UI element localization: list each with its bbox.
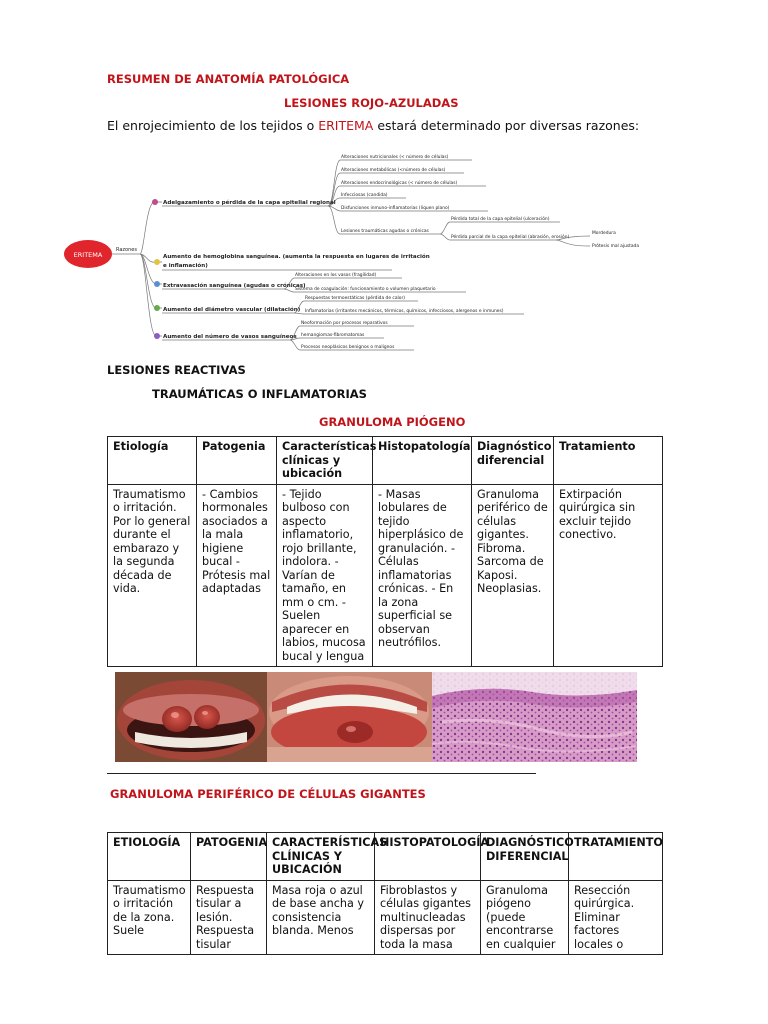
table-cell: - Cambios hormonales asociados a la mala higiene bucal -Prótesis mal adaptadas	[197, 484, 277, 667]
table-cell: Granuloma periférico de células gigantes. Fibroma. Sarcoma de Kaposi. Neoplasias.	[472, 484, 554, 667]
leaf-label: hemangiomas-fibromatomas	[301, 333, 365, 338]
intro-highlight: ERITEMA	[318, 118, 374, 133]
table-cell: Traumatismo o irritación de la zona. Suele	[108, 880, 191, 955]
table-header-cell: Histopatología	[373, 437, 472, 485]
leaf-label: Pérdida total de la capa epitelial (ulceración)	[451, 217, 550, 222]
leaf-label: Sistema de coagulación: funcionamiento o volumen plaquetario	[295, 287, 436, 292]
leaf-label: Respuestas termoestáticas (pérdida de calor)	[305, 296, 405, 301]
leaf-label: Disfunciones inmuno-inflamatorias (liquen plano)	[341, 206, 450, 211]
leaf-label: Prótesis mal ajustada	[592, 244, 640, 249]
branch-3-dot	[154, 281, 160, 287]
table-cell: Resección quirúrgica. Eliminar factores locales o	[569, 880, 663, 955]
granuloma-periferico-table	[107, 832, 663, 955]
leaf-label: Alteraciones nutricionales (< número de células)	[341, 155, 449, 160]
root-node-label: ERITEMA	[73, 251, 103, 259]
intro-text-after: estará determinado por diversas razones:	[373, 118, 640, 133]
branch-5-label: Aumento del número de vasos sanguíneos	[163, 334, 297, 340]
traumatic-subheading: TRAUMÁTICAS O INFLAMATORIAS	[152, 387, 367, 401]
table-header-cell: CARACTERÍSTICAS CLÍNICAS Y UBICACIÓN	[267, 833, 375, 881]
leaf-label: Infecciosas (candida)	[341, 193, 388, 198]
table-2-title: GRANULOMA PERIFÉRICO DE CÉLULAS GIGANTES	[110, 787, 426, 801]
reactive-lesions-heading: LESIONES REACTIVAS	[107, 363, 246, 377]
document-title: RESUMEN DE ANATOMÍA PATOLÓGICA	[107, 72, 350, 86]
eritema-mind-map	[62, 150, 640, 360]
branch-4-dot	[154, 305, 160, 311]
leaf-label: Alteraciones metabólicas (<número de células)	[341, 168, 446, 173]
table-header-cell: DIAGNÓSTICO DIFERENCIAL	[481, 833, 569, 881]
table-row	[108, 484, 663, 667]
branch-2-label-line-1: Aumento de hemoglobina sanguínea. (aumenta la respuesta en lugares de irritación	[163, 254, 430, 260]
horizontal-divider	[107, 773, 536, 774]
branch-1-label: Adelgazamiento o pérdida de la capa epitelial regional	[163, 200, 336, 206]
leaf-label: Pérdida parcial de la capa epitelial (abrasión, erosión)	[451, 235, 570, 240]
branch-2-label-line-2: e inflamación)	[163, 263, 208, 269]
leaf-label: Neoformación por procesos reparativos	[301, 321, 388, 326]
intro-paragraph	[107, 118, 639, 133]
histology-micrograph	[432, 672, 637, 762]
table-cell: - Tejido bulboso con aspecto inflamatorio, rojo brillante, indolora. -Varían de tamaño, en mm o cm. - Suelen aparecer en labios, mucosa bucal y lengua	[277, 484, 373, 667]
branch-4-label: Aumento del diámetro vascular (dilatación)	[163, 307, 301, 313]
branch-3-label: Extravasación sanguínea (agudas o crónicas)	[163, 283, 306, 289]
clinical-photo-lip	[267, 672, 432, 762]
table-header-cell: Etiología	[108, 437, 197, 485]
branch-2-dot	[154, 259, 160, 265]
table-cell: Granuloma piógeno (puede encontrarse en cualquier	[481, 880, 569, 955]
table-1-title: GRANULOMA PIÓGENO	[319, 415, 466, 429]
table-cell: Respuesta tisular a lesión. Respuesta tisular	[191, 880, 267, 955]
branch-1-dot	[152, 199, 158, 205]
leaf-label: Alteraciones en los vasos (fragilidad)	[295, 273, 377, 278]
branch-5-dot	[154, 333, 160, 339]
table-header-cell: Tratamiento	[554, 437, 663, 485]
clinical-photo-gingiva	[115, 672, 267, 762]
table-header-cell: Patogenia	[197, 437, 277, 485]
table-cell: Extirpación quirúrgica sin excluir tejido conectivo.	[554, 484, 663, 667]
granuloma-piogeno-table	[107, 436, 663, 667]
leaf-label: Mordedura	[592, 231, 616, 236]
leaf-label: Inflamatorias (irritantes mecánicos, térmicos, químicos, infecciosos, alergenos e inmunes)	[305, 309, 504, 314]
section-title: LESIONES ROJO-AZULADAS	[284, 96, 459, 110]
intro-text-before: El enrojecimiento de los tejidos o	[107, 118, 319, 133]
table-cell: Fibroblastos y células gigantes multinucleadas dispersas por toda la masa	[375, 880, 481, 955]
table-row	[108, 880, 663, 955]
table-header-cell: TRATAMIENTO	[569, 833, 663, 881]
table-header-cell: Diagnóstico diferencial	[472, 437, 554, 485]
table-header-cell: PATOGENIA	[191, 833, 267, 881]
leaf-label: Lesiones traumáticas agudas o crónicas	[341, 229, 429, 234]
mind-map-svg	[62, 150, 640, 360]
table-header-cell: HISTOPATOLOGÍA	[375, 833, 481, 881]
table-header-row	[108, 437, 663, 485]
leaf-label: Alteraciones endocrinológicas (< número de células)	[341, 181, 458, 186]
table-header-cell: ETIOLOGÍA	[108, 833, 191, 881]
table-cell: - Masas lobulares de tejido hiperplásico de granulación. - Células inflamatorias crónicas. - En la zona superficial se observan neutrófilos.	[373, 484, 472, 667]
table-header-row	[108, 833, 663, 881]
table-header-cell: Características clínicas y ubicación	[277, 437, 373, 485]
connector-label: Razones	[116, 247, 137, 253]
table-cell: Masa roja o azul de base ancha y consistencia blanda. Menos	[267, 880, 375, 955]
table-cell: Traumatismo o irritación. Por lo general durante el embarazo y la segunda década de vida.	[108, 484, 197, 667]
leaf-label: Procesos neoplásicos benignos o malignos	[301, 345, 395, 350]
